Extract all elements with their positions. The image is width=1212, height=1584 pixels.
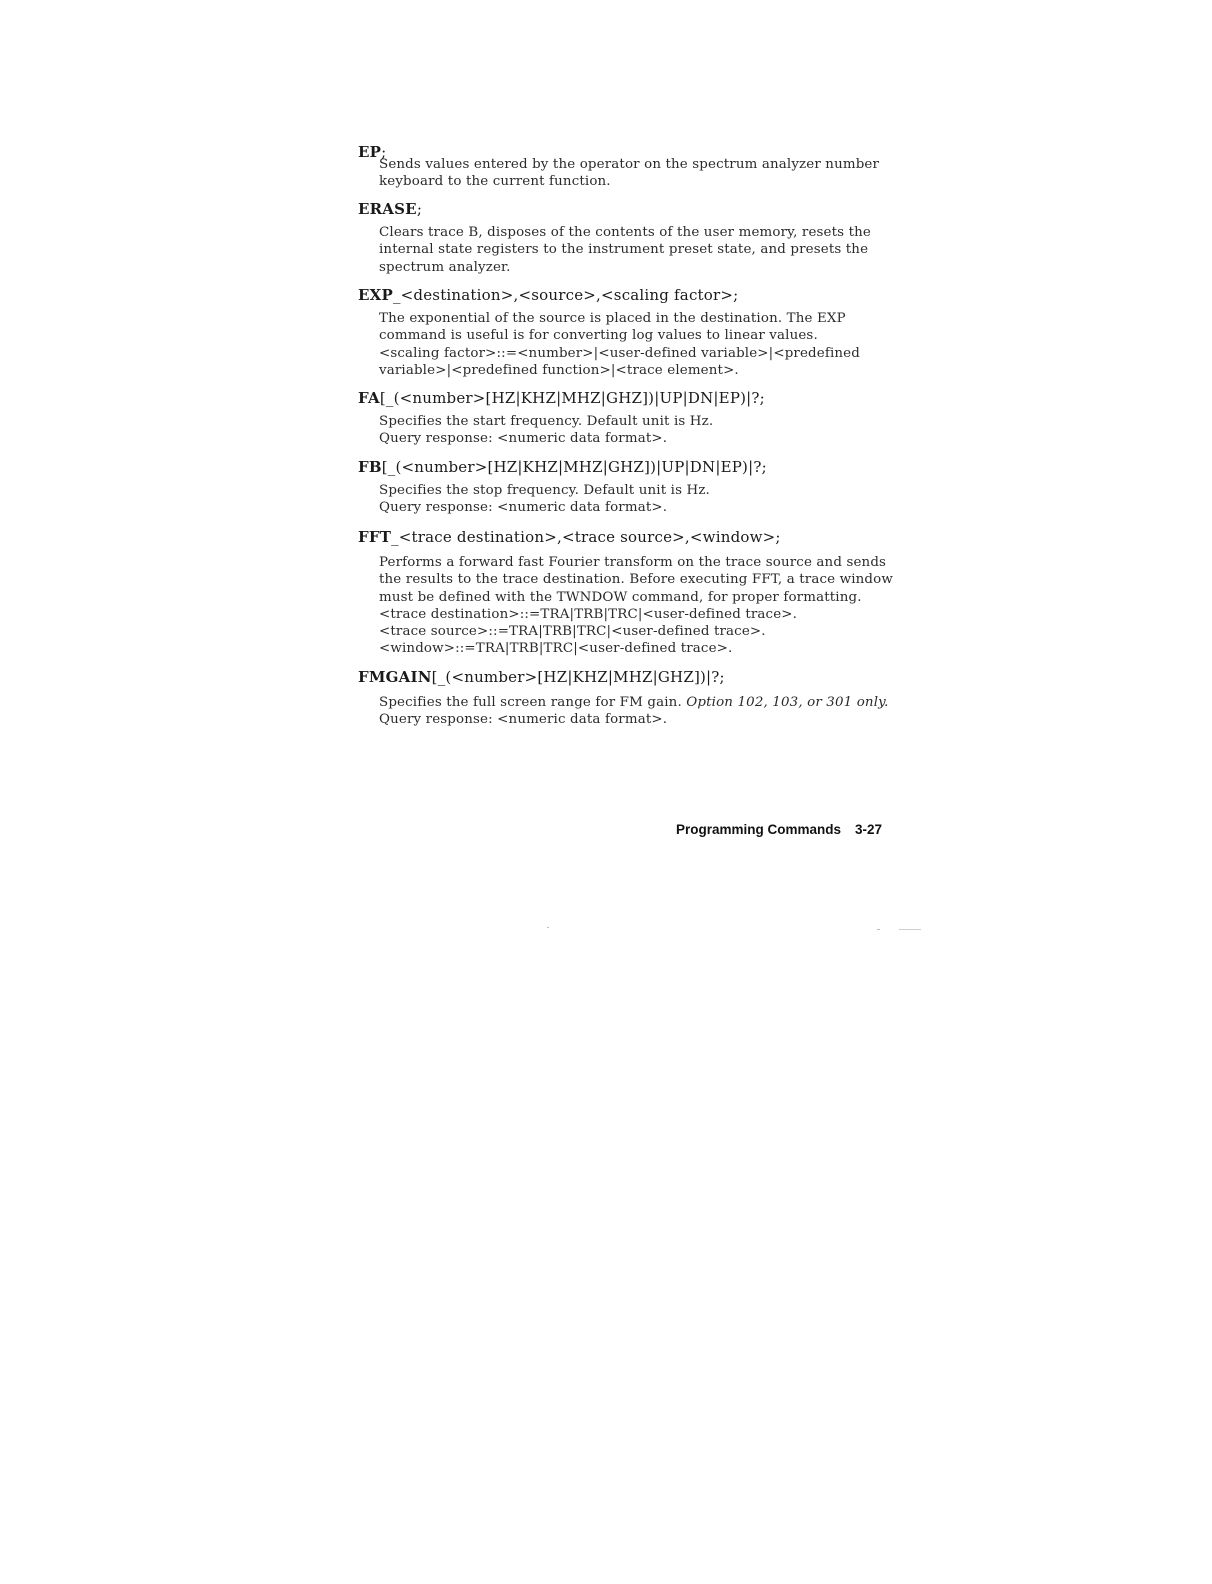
description-line: command is useful is for converting log values to linear values.	[379, 328, 818, 344]
command-keyword: FMGAIN	[358, 668, 432, 686]
description-line: must be defined with the TWNDOW command, for proper formatting.	[379, 589, 862, 605]
description-line: Query response: <numeric data format>.	[379, 431, 668, 447]
command-keyword: ERASE	[358, 200, 417, 218]
description-line: <window>::=TRA|TRB|TRC|<user-defined trace>.	[379, 641, 733, 657]
command-keyword: EXP	[358, 286, 393, 304]
command-description-fa	[379, 413, 713, 448]
description-line: Performs a forward fast Fourier transform on the trace source and sends	[379, 555, 887, 570]
command-syntax: _<trace destination>,<trace source>,<window>;	[391, 528, 781, 546]
description-line: Specifies the stop frequency. Default unit is Hz.	[379, 483, 710, 498]
command-description-fmgain	[379, 694, 888, 729]
page-number: 3-27	[855, 822, 883, 837]
command-description-exp	[379, 310, 860, 379]
command-description-fb	[379, 482, 710, 517]
command-syntax: ;	[381, 143, 387, 161]
description-text: Specifies the full screen range for FM gain.	[379, 695, 682, 710]
command-description-fft	[379, 554, 893, 658]
scan-speck	[899, 929, 921, 930]
description-line	[379, 694, 888, 711]
option-note: Option 102, 103, or 301 only.	[686, 695, 889, 710]
command-syntax: [_(<number>[HZ|KHZ|MHZ|GHZ])|UP|DN|EP)|?;	[381, 458, 767, 476]
description-line: internal state registers to the instrument preset state, and presets the	[379, 242, 869, 258]
description-line: Specifies the start frequency. Default unit is Hz.	[379, 414, 714, 429]
description-line: variable>|<predefined function>|<trace element>.	[379, 362, 739, 378]
command-heading-fmgain	[358, 668, 725, 686]
description-line: <scaling factor>::=<number>|<user-defined variable>|<predefined	[379, 345, 860, 361]
page-footer	[676, 822, 882, 837]
scan-speck	[877, 929, 880, 930]
command-keyword: FB	[358, 458, 382, 476]
description-line: keyboard to the current function.	[379, 174, 611, 190]
command-syntax: ;	[416, 200, 423, 218]
description-line: the results to the trace destination. Before executing FFT, a trace window	[379, 572, 893, 588]
description-line: The exponential of the source is placed in the destination. The EXP	[379, 311, 846, 326]
command-syntax: _<destination>,<source>,<scaling factor>;	[392, 286, 739, 304]
description-line: Query response: <numeric data format>.	[379, 500, 668, 516]
command-syntax: [_(<number>[HZ|KHZ|MHZ|GHZ])|?;	[431, 668, 725, 686]
command-syntax: [_(<number>[HZ|KHZ|MHZ|GHZ])|UP|DN|EP)|?;	[379, 389, 765, 407]
description-line: Clears trace B, disposes of the contents of the user memory, resets the	[379, 225, 871, 240]
description-line: <trace source>::=TRA|TRB|TRC|<user-defined trace>.	[379, 624, 766, 640]
command-keyword: FA	[358, 389, 380, 407]
description-line: <trace destination>::=TRA|TRB|TRC|<user-defined trace>.	[379, 606, 798, 622]
command-description-erase	[379, 224, 871, 276]
command-heading-exp	[358, 286, 738, 304]
description-line: Query response: <numeric data format>.	[379, 712, 668, 728]
description-line: Sends values entered by the operator on the spectrum analyzer number	[379, 157, 880, 172]
scan-speck	[547, 927, 549, 928]
command-heading-fa	[358, 389, 765, 407]
command-heading-fft	[358, 528, 781, 546]
command-heading-fb	[358, 458, 767, 476]
command-description-ep	[379, 156, 879, 191]
command-keyword: FFT	[358, 528, 392, 546]
command-heading-erase	[358, 200, 422, 218]
section-title: Programming Commands	[676, 822, 842, 837]
description-line: spectrum analyzer.	[379, 259, 511, 275]
command-keyword: EP	[358, 143, 382, 161]
